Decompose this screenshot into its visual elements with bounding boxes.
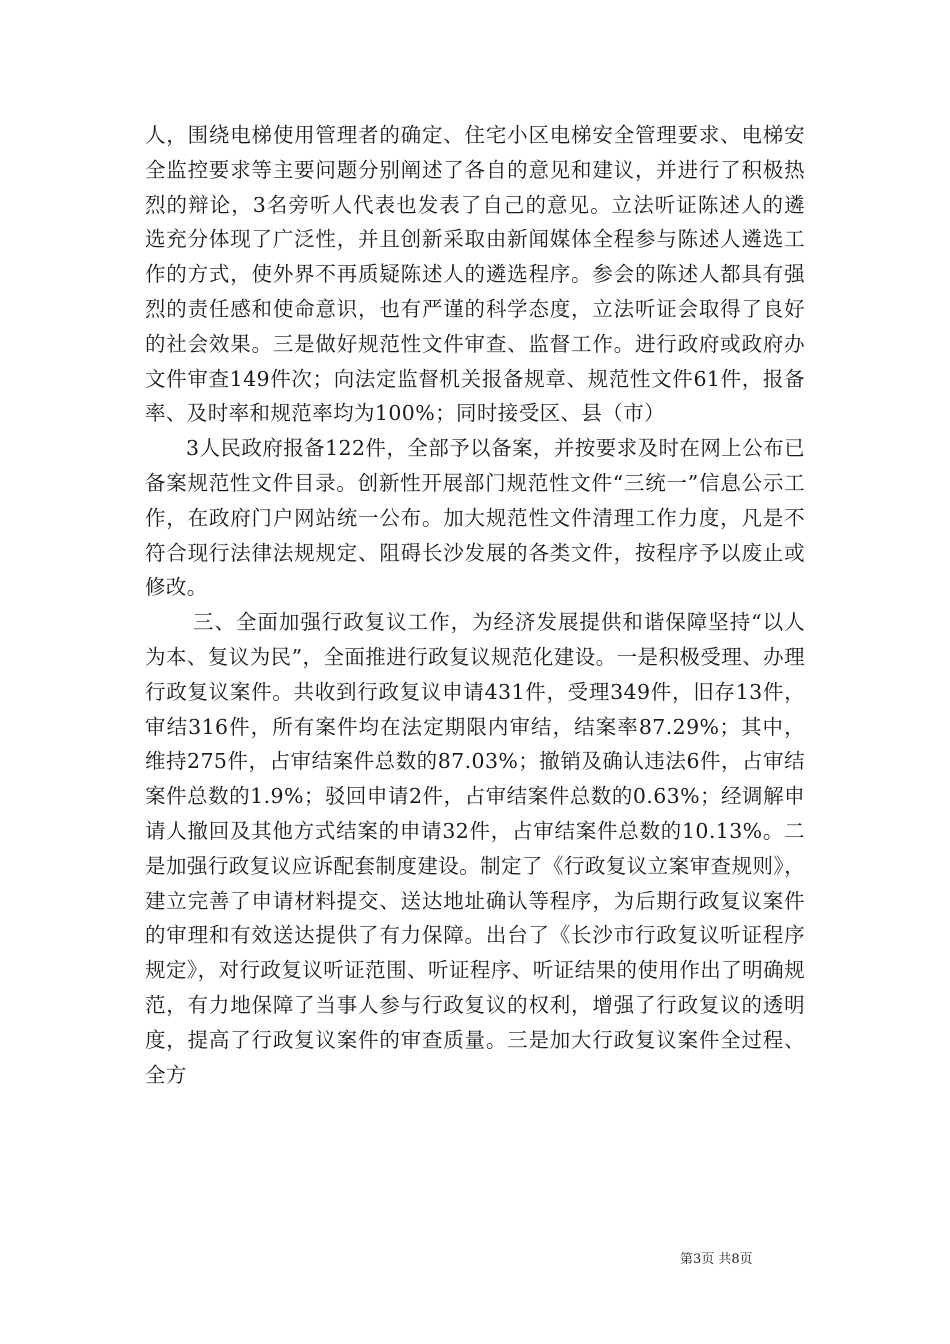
page-number-footer: 第3页 共8页 — [680, 1252, 753, 1267]
paragraph-1: 人，围绕电梯使用管理者的确定、住宅小区电梯安全管理要求、电梯安全监控要求等主要问题分别阐述了各自的意见和建议，并进行了积极热烈的辩论，3名旁听人代表也发表了自己的意见。立法听证陈述人的遴选充分体现了广泛性，并且创新采取由新闻媒体全程参与陈述人遴选工作的方式，使外界不再质疑陈述人的遴选程序。参会的陈述人都具有强烈的责任感和使命意识，也有严谨的科学态度，立法听证会取得了良好的社会效果。三是做好规范性文件审查、监督工作。进行政府或政府办文件审查149件次；向法定监督机关报备规章、规范性文件61件，报备率、及时率和规范率均为100%；同时接受区、县（市） — [145, 123, 805, 426]
document-body — [145, 118, 805, 1092]
paragraph-2: 3人民政府报备122件，全部予以备案，并按要求及时在网上公布已备案规范性文件目录。创新性开展部门规范性文件“三统一”信息公示工作，在政府门户网站统一公布。加大规范性文件清理工作力度，凡是不符合现行法律法规规定、阻碍长沙发展的各类文件，按程序予以废止或修改。 — [145, 436, 805, 600]
paragraph-3: 三、全面加强行政复议工作，为经济发展提供和谐保障坚持“以人为本、复议为民”，全面推进行政复议规范化建设。一是积极受理、办理行政复议案件。共收到行政复议申请431件，受理349件，旧存13件，审结316件，所有案件均在法定期限内审结，结案率87.29%；其中，维持275件，占审结案件总数的87.03%；撤销及确认违法6件，占审结案件总数的1.9%；驳回申请2件，占审结案件总数的0.63%；经调解申请人撤回及其他方式结案的申请32件，占审结案件总数的10.13%。二是加强行政复议应诉配套制度建设。制定了《行政复议立案审查规则》，建立完善了申请材料提交、送达地址确认等程序，为后期行政复议案件的审理和有效送达提供了有力保障。出台了《长沙市行政复议听证程序规定》，对行政复议听证范围、听证程序、听证结果的使用作出了明确规范，有力地保障了当事人参与行政复议的权利，增强了行政复议的透明度，提高了行政复议案件的审查质量。三是加大行政复议案件全过程、全方 — [145, 610, 805, 1087]
